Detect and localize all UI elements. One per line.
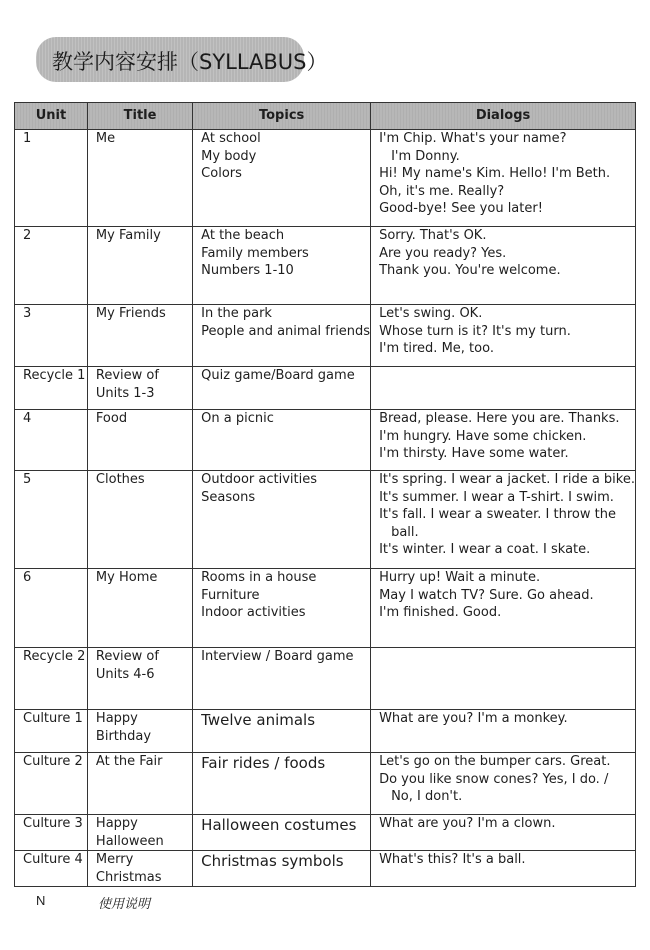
table-row — [15, 471, 636, 569]
table-row — [15, 367, 636, 410]
topic-line: In the park — [201, 306, 272, 321]
title-cell: Food — [87, 410, 192, 471]
dialog-line: Whose turn is it? It's my turn. — [379, 323, 571, 339]
topics-cell — [193, 753, 371, 815]
syllabus-table — [14, 102, 636, 887]
table-row — [15, 130, 636, 227]
topic-line: On a picnic — [201, 411, 274, 426]
topics-cell — [193, 471, 371, 569]
dialog-line: I'm Chip. What's your name? — [379, 131, 567, 146]
header-topics: Topics — [193, 103, 371, 130]
topic-line: Outdoor activities — [201, 472, 317, 487]
table-row — [15, 648, 636, 710]
topic-line: Furniture — [201, 587, 260, 603]
topics-cell — [193, 648, 371, 710]
unit-cell: Culture 2 — [15, 753, 88, 815]
topics-cell — [193, 227, 371, 305]
dialog-line: I'm tired. Me, too. — [379, 341, 494, 356]
dialog-line: Hi! My name's Kim. Hello! I'm Beth. — [379, 166, 611, 181]
title-cell: Happy Birthday — [87, 710, 192, 753]
unit-cell: 4 — [15, 410, 88, 471]
dialog-line: I'm finished. Good. — [379, 605, 502, 620]
title-cell: Me — [87, 130, 192, 227]
unit-cell: 1 — [15, 130, 88, 227]
title-cell: My Friends — [87, 305, 192, 367]
title-cell: My Home — [87, 569, 192, 648]
title-cell: Clothes — [87, 471, 192, 569]
topics-cell — [193, 851, 371, 887]
table-row — [15, 753, 636, 815]
dialog-line: What are you? I'm a monkey. — [379, 711, 568, 726]
header-title: Title — [87, 103, 192, 130]
table-header-row — [15, 103, 636, 130]
dialog-line: May I watch TV? Sure. Go ahead. — [379, 587, 594, 603]
dialogs-cell — [371, 710, 636, 753]
table-row — [15, 410, 636, 471]
dialog-line: What are you? I'm a clown. — [379, 816, 556, 831]
dialog-line: It's summer. I wear a T-shirt. I swim. — [379, 489, 614, 505]
unit-cell: Culture 4 — [15, 851, 88, 887]
topics-cell — [193, 410, 371, 471]
topic-line: Numbers 1-10 — [201, 263, 294, 278]
topic-line: Interview / Board game — [201, 649, 354, 664]
footer-section-label: 使用说明 — [98, 897, 151, 912]
title-cell: At the Fair — [87, 753, 192, 815]
dialogs-cell — [371, 130, 636, 227]
dialog-line: Let's swing. OK. — [379, 306, 483, 321]
topics-cell — [193, 569, 371, 648]
topic-line: Halloween costumes — [201, 816, 357, 834]
dialogs-cell — [371, 410, 636, 471]
table-row — [15, 569, 636, 648]
topics-cell — [193, 130, 371, 227]
table-row — [15, 851, 636, 887]
dialogs-cell — [371, 305, 636, 367]
topic-line: Family members — [201, 245, 309, 261]
section-heading: 教学内容安排（SYLLABUS） — [52, 50, 328, 74]
topic-line: Christmas symbols — [201, 852, 344, 870]
topic-line: Indoor activities — [201, 605, 306, 620]
unit-cell: Culture 3 — [15, 815, 88, 851]
table-row — [15, 227, 636, 305]
dialog-line: No, I don't. — [391, 789, 463, 804]
dialog-line: ball. — [391, 524, 419, 540]
dialog-line: It's spring. I wear a jacket. I ride a bike. — [379, 472, 635, 487]
unit-cell: 5 — [15, 471, 88, 569]
topic-line: Rooms in a house — [201, 570, 317, 585]
dialog-line: It's fall. I wear a sweater. I throw the — [379, 507, 616, 522]
topic-line: At the beach — [201, 228, 285, 243]
dialog-line: Thank you. You're welcome. — [379, 263, 561, 278]
dialogs-cell — [371, 753, 636, 815]
unit-cell: 3 — [15, 305, 88, 367]
unit-cell: 6 — [15, 569, 88, 648]
title-cell: Merry Christmas — [87, 851, 192, 887]
title-cell: Happy Halloween — [87, 815, 192, 851]
dialog-line: Hurry up! Wait a minute. — [379, 570, 541, 585]
title-cell: My Family — [87, 227, 192, 305]
topics-cell — [193, 367, 371, 410]
header-unit: Unit — [15, 103, 88, 130]
dialogs-cell — [371, 471, 636, 569]
topics-cell — [193, 305, 371, 367]
topic-line: Fair rides / foods — [201, 754, 326, 772]
topics-cell — [193, 815, 371, 851]
header-dialogs: Dialogs — [371, 103, 636, 130]
dialog-line: What's this? It's a ball. — [379, 852, 526, 867]
dialogs-cell — [371, 367, 636, 410]
topic-line: Twelve animals — [201, 711, 316, 729]
dialog-line: Bread, please. Here you are. Thanks. — [379, 411, 620, 426]
table-row — [15, 710, 636, 753]
table-row — [15, 305, 636, 367]
dialog-line: Do you like snow cones? Yes, I do. / — [379, 771, 609, 787]
topics-cell — [193, 710, 371, 753]
dialogs-cell — [371, 851, 636, 887]
dialog-line: I'm Donny. — [391, 148, 460, 164]
unit-cell: 2 — [15, 227, 88, 305]
topic-line: My body — [201, 148, 257, 164]
dialog-line: I'm thirsty. Have some water. — [379, 446, 569, 461]
topic-line: Colors — [201, 166, 242, 181]
dialog-line: Oh, it's me. Really? — [379, 183, 505, 199]
dialogs-cell — [371, 815, 636, 851]
topic-line: Seasons — [201, 489, 256, 505]
dialogs-cell — [371, 227, 636, 305]
title-cell: Review of Units 1-3 — [87, 367, 192, 410]
topic-line: Quiz game/Board game — [201, 368, 355, 383]
dialogs-cell — [371, 648, 636, 710]
dialogs-cell — [371, 569, 636, 648]
page-number: N — [36, 893, 46, 908]
topic-line: People and animal friends — [201, 323, 371, 339]
unit-cell: Recycle 1 — [15, 367, 88, 410]
dialog-line: Sorry. That's OK. — [379, 228, 487, 243]
section-heading-pill — [36, 37, 328, 82]
dialog-line: I'm hungry. Have some chicken. — [379, 428, 587, 444]
dialog-line: Good-bye! See you later! — [379, 201, 543, 216]
topic-line: At school — [201, 131, 261, 146]
table-row — [15, 815, 636, 851]
unit-cell: Recycle 2 — [15, 648, 88, 710]
dialog-line: It's winter. I wear a coat. I skate. — [379, 542, 591, 557]
unit-cell: Culture 1 — [15, 710, 88, 753]
dialog-line: Let's go on the bumper cars. Great. — [379, 754, 611, 769]
dialog-line: Are you ready? Yes. — [379, 245, 507, 261]
title-cell: Review of Units 4-6 — [87, 648, 192, 710]
